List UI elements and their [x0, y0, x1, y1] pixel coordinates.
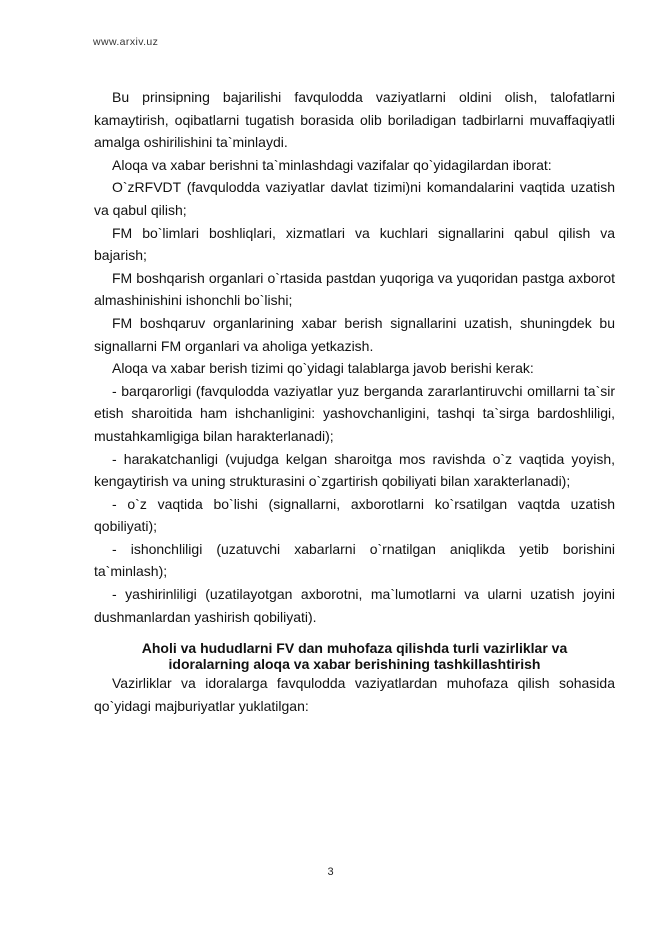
- section-heading: Aholi va hududlarni FV dan muhofaza qilishda turli vazirliklar va idoralarning aloqa va xabar berishining tashkillashtirish: [141, 640, 568, 673]
- document-body: [94, 86, 615, 717]
- paragraph: FM boshqarish organlari o`rtasida pastdan yuqoriga va yuqoridan pastga axborot almashinishini ishonchli bo`lishi;: [94, 269, 615, 309]
- list-item: - barqarorligi (favqulodda vaziyatlar yuz berganda zararlantiruvchi omillarni ta`sir etish sharoitida ham ishchanligini: yashovchanligini, tashqi ta`sirga bardoshliligi, mustahkamligiga bilan harakterlanadi);: [94, 382, 615, 444]
- paragraph: O`zRFVDT (favqulodda vaziyatlar davlat tizimi)ni komandalarini vaqtida uzatish va qabul qilish;: [94, 179, 615, 218]
- list-item: - yashirinliligi (uzatilayotgan axborotni, ma`lumotlarni va ularni uzatish joyini dushmanlardan yashirish qobiliyati).: [94, 586, 615, 625]
- paragraph: FM bo`limlari boshliqlari, xizmatlari va kuchlari signallarini qabul qilish va bajarish;: [94, 224, 615, 264]
- paragraph: FM boshqaruv organlarining xabar berish signallarini uzatish, shuningdek bu signallarni FM organlari va aholiga yetkazish.: [94, 314, 615, 354]
- list-item: - o`z vaqtida bo`lishi (signallarni, axborotlarni ko`rsatilgan vaqtda uzatish qobiliyati);: [94, 495, 615, 535]
- spacer: [94, 628, 615, 640]
- paragraph: Aloqa va xabar berish tizimi qo`yidagi talablarga javob berishi kerak:: [112, 360, 534, 377]
- paragraph: Bu prinsipning bajarilishi favqulodda vaziyatlarni oldini olish, talofatlarni kamaytirish, oqibatlarni tugatish borasida olib boriladigan tadbirlarni muvaffaqiyatli amalga oshirilishini ta`minlaydi.: [94, 89, 615, 151]
- paragraph: Aloqa va xabar berishni ta`minlashdagi vazifalar qo`yidagilardan iborat:: [112, 156, 552, 173]
- site-header: www.arxiv.uz: [93, 36, 159, 48]
- paragraph: Vazirliklar va idoralarga favqulodda vaziyatlardan muhofaza qilish sohasida qo`yidagi majburiyatlar yuklatilgan:: [94, 675, 615, 714]
- page-number: 3: [327, 866, 334, 878]
- list-item: - harakatchanligi (vujudga kelgan sharoitga mos ravishda o`z vaqtida yoyish, kengaytirish va uning strukturasini o`zgartirish qobiliyati bilan xarakterlanadi);: [94, 450, 615, 490]
- list-item: - ishonchliligi (uzatuvchi xabarlarni o`rnatilgan aniqlikda yetib borishini ta`minlash);: [94, 540, 615, 580]
